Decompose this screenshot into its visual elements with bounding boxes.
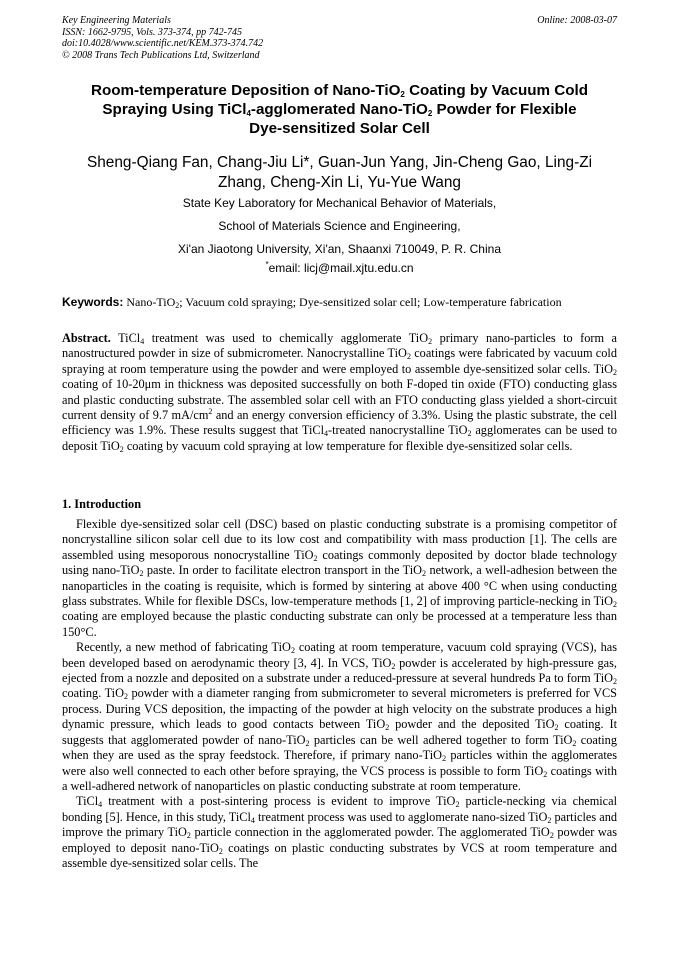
keywords-line: Keywords: Nano-TiO$_2$; Vacuum cold spraying; Dye-sensitized solar cell; Low-temperature fabrication [62,295,562,310]
abstract-label: Abstract. [62,331,111,345]
affiliation-university: Xi'an Jiaotong University, Xi'an, Shaanxi 710049, P. R. China [178,242,501,256]
affiliation-school: School of Materials Science and Engineering, [218,219,461,233]
running-header [62,15,617,61]
journal-name: Key Engineering Materials [62,15,171,26]
introduction-body [62,517,617,871]
intro-paragraph-3: TiCl$_4$ treatment with a post-sintering process is evident to improve TiO$_2$ particle-necking via chemical bonding [5]. Hence, in this study, TiCl$_4$ treatment process was used to agglomerate nano-sized TiO$_2$ particles and improve the primary TiO$_2$ particle connection in the agglomerated powder. The agglomerated TiO$_2$ powder was employed to deposit nano-TiO$_2$ coatings on plastic conducting substrates by VCS at room temperature and assemble dye-sensitized solar cells. The [62,794,618,870]
author-email: *email: licj@mail.xjtu.edu.cn [265,260,414,275]
doi-line: doi:10.4028/www.scientific.net/KEM.373-374.742 [62,38,264,49]
intro-paragraph-1: Flexible dye-sensitized solar cell (DSC) based on plastic conducting substrate is a promising competitor of noncrystalline silicon solar cell due to its low cost and compatibility with mass production [1]. The cells are assembled using mesoporous nonocrystalline TiO$_2$ coatings commonly deposited by doctor blade technology using nano-TiO$_2$ paste. In order to facilitate electron transport in the TiO$_2$ network, a well-adhesion between the nanoparticles in the coating is requisite, which is formed by sintering at above 400 °C when using conducting glass substrates. While for flexible DSCs, low-temperature methods [1, 2] of improving particle-necking in TiO$_2$ coating are employed because the plastic conducting substrate can only be processed at a temperature less than 150°C. [62,517,617,639]
paper-title: Room-temperature Deposition of Nano-TiO$_2$ Coating by Vacuum Cold Spraying Using TiCl$_4$-agglomerated Nano-TiO$_2$ Powder for Flexible Dye-sensitized Solar Cell [91,82,588,137]
author-list: Sheng-Qiang Fan, Chang-Jiu Li*, Guan-Jun Yang, Jin-Cheng Gao, Ling-Zi Zhang, Cheng-Xin Li, Yu-Yue Wang [86,154,593,191]
online-date: Online: 2008-03-07 [537,15,617,26]
issn-line: ISSN: 1662-9795, Vols. 373-374, pp 742-745 [62,26,242,38]
affiliation-lab: State Key Laboratory for Mechanical Behavior of Materials, [182,196,497,210]
section-heading-introduction: 1. Introduction [62,497,142,511]
abstract: Abstract. TiCl$_4$ treatment was used to chemically agglomerate TiO$_2$ primary nano-particles to form a nanostructured powder in size of submicrometer. Nanocrystalline TiO$_2$ coatings were fabricated by vacuum cold spraying at room temperature using the powder and were employed to assemble dye-sensitized solar cells. TiO$_2$ coating of 10-20μm in thickness was deposited successfully on both F-doped tin oxide (FTO) conducting glass and plastic conducting substrate. The assembled solar cell with an FTO conducting glass yielded a short-circuit current density of 9.7 $mA/cm^2$ and an energy conversion efficiency of 3.3%. Using the plastic substrate, the cell efficiency was 1.9%. These results suggest that TiCl$_4$-treated nanocrystalline TiO$_2$ agglomerates can be used to deposit TiO$_2$ coating by vacuum cold spraying at low temperature for flexible dye-sensitized solar cells. [62,331,618,454]
copyright-line: © 2008 Trans Tech Publications Ltd, Switzerland [62,49,260,61]
intro-paragraph-2: Recently, a new method of fabricating TiO$_2$ coating at room temperature, vacuum cold spraying (VCS), has been developed based on aerodynamic theory [3, 4]. In VCS, TiO$_2$ powder is accelerated by high-pressure gas, ejected from a nozzle and deposited on a substrate under a reduced-pressure at several hundreds Pa to form TiO$_2$ coating. TiO$_2$ powder with a diameter ranging from submicrometer to several micrometers is preferred for VCS process. During VCS deposition, the impacting of the powder at high velocity on the substrate produces a high dynamic pressure, which leads to good contacts between TiO$_2$ powder and the deposited TiO$_2$ coating. It suggests that agglomerated powder of nano-TiO$_2$ particles can be well adhered together to form TiO$_2$ coating when they are used as the spray feedstock. Therefore, if primary nano-TiO$_2$ particles within the agglomerates were also well connected to each other before spraying, the VCS process is possible to form TiO$_2$ coatings with a well-adhered network of nanoparticles on plastic conducting substrate at room temperature. [62,640,618,793]
